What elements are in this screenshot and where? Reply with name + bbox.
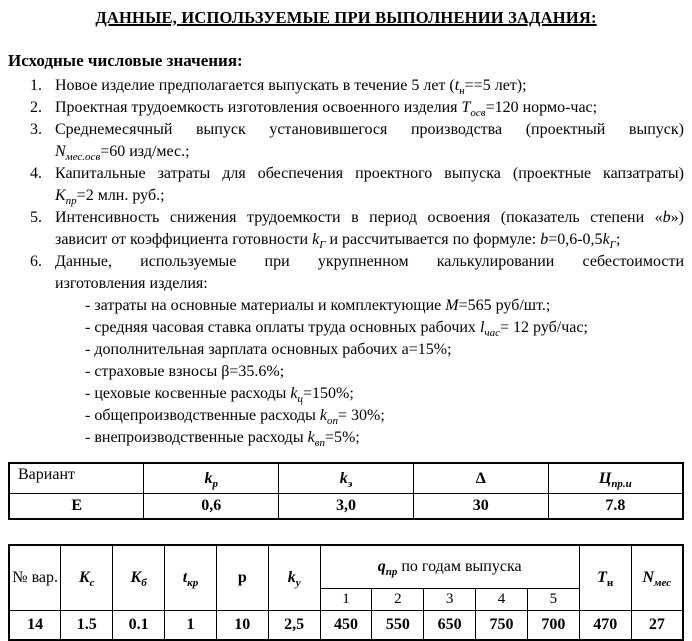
list-item-line [55,251,684,273]
text-segment: K [55,187,66,204]
text-segment: N [55,143,66,160]
parameters-table-data-row [9,611,683,641]
text-segment: N [642,569,655,586]
list-item-line [55,273,684,295]
list-item-line [55,75,684,97]
text-segment: Новое изделие предполагается выпускать в течение 5 лет ( [55,77,455,94]
header-q-by-years [320,545,579,589]
list-item [8,207,684,251]
header-year-2: 2 [372,589,424,611]
list-item-number: 1. [30,77,42,94]
header-ks [61,545,113,611]
parameters-table [8,544,684,641]
subscript: н [459,85,465,98]
subscript: с [89,577,95,590]
text-segment: ; [615,231,621,248]
list-item-number: 4. [30,165,42,182]
list-item-number: 3. [30,121,42,138]
list-item-line [55,119,684,141]
header-ku [268,545,320,611]
subscript: ц [297,393,303,406]
variants-table-data-row [9,494,683,520]
subscript: э [347,477,353,490]
text-segment: K [78,569,90,586]
text-segment: Проектная трудоемкость изготовления освоенного изделия [55,99,462,116]
list-item-number: 2. [30,99,42,116]
header-year-3: 3 [424,589,476,611]
text-segment: k [319,407,328,424]
cell-q3: 650 [424,611,476,641]
page-title-text: ДАННЫЕ, ИСПОЛЬЗУЕМЫЕ ПРИ ВЫПОЛНЕНИИ ЗАДАНИЯ: [95,8,597,27]
text-segment: b [662,209,671,226]
header-year-1: 1 [320,589,372,611]
cell-q1: 450 [320,611,372,641]
cell-tn: 470 [579,611,631,641]
parameters-table-header-row [9,545,683,589]
subscript: кр [187,577,199,590]
text-segment: - цеховые косвенные расходы [85,385,291,402]
text-segment: =0,6-0,5 [548,231,603,248]
text-segment: =150%; [303,385,354,402]
text-segment: - затраты на основные материалы и комплектующие [85,297,446,314]
dash-item [85,427,684,449]
text-segment: ==5 лет); [464,77,527,94]
text-segment: T [461,99,471,116]
list-item-line [55,207,684,229]
text-segment: k [204,469,213,487]
header-variant: Вариант [9,463,144,494]
text-segment: зависит от коэффициента готовности [55,231,313,248]
text-segment: по годам выпуска [397,558,522,575]
cell-tkr: 1 [165,611,217,641]
text-segment: Δ [475,469,486,487]
dash-item [85,383,684,405]
list-item [8,163,684,207]
list-item-text [55,119,684,163]
text-segment: - дополнительная зарплата основных рабочих а=15%; [85,341,452,358]
cell-variant: Е [9,494,144,520]
text-segment: = 12 руб/час; [500,319,588,336]
text-segment: =5%; [324,429,360,446]
list-item [8,97,684,119]
cell-ke: 3,0 [279,494,414,520]
subscript: б [141,577,147,590]
header-p [216,545,268,611]
subscript: час [484,327,501,340]
text-segment: =60 изд/мес.; [100,143,190,160]
dash-item [85,361,684,383]
text-segment: k [290,385,298,402]
text-segment: - страховые взносы β=35.6%; [85,363,285,380]
list-item-line [55,229,684,251]
text-segment: =2 млн. руб.; [76,187,165,204]
header-tkr [165,545,217,611]
text-segment: ») [670,209,684,226]
text-segment: b [540,231,549,248]
list-item-line [55,141,684,163]
subscript: мес.осв [65,151,101,164]
subscript: пр [65,195,77,208]
subscript: пр [385,566,398,579]
list-item-text [55,251,684,295]
text-segment: l [479,319,485,336]
subscript: мес [654,577,672,590]
list-item [8,251,684,295]
text-segment: k [602,231,610,248]
list-item-text [55,97,684,119]
header-c-pri [548,463,683,494]
header-delta [413,463,548,494]
text-segment: k [339,469,348,487]
text-segment: - средняя часовая ставка оплаты труда основных рабочих [85,319,480,336]
list-item [8,75,684,97]
text-segment: Капитальные затраты для обеспечения проектного выпуска (проектные капзатраты) [55,165,684,182]
cell-nmes: 27 [631,611,683,641]
list-item-number: 5. [30,209,42,226]
header-kb [113,545,165,611]
subscript: р [212,477,218,490]
cell-kb: 0.1 [113,611,165,641]
list-item-text [55,207,684,251]
list-item-number: 6. [30,253,42,270]
list-item-line [55,185,684,207]
cell-kr: 0,6 [144,494,279,520]
text-segment: k [287,569,296,586]
dash-item [85,339,684,361]
cell-p: 10 [216,611,268,641]
page-title [8,7,684,29]
text-segment: Среднемесячный выпуск установившегося производства (проектный выпуск) [55,121,684,138]
header-kr [144,463,279,494]
text-segment: t [182,569,188,586]
list-item-text [55,163,684,207]
text-segment: и рассчитывается по формуле: [325,231,541,248]
subscript: оп [327,415,339,428]
header-nmes [631,545,683,611]
text-segment: k [312,231,320,248]
cell-ku: 2,5 [268,611,320,641]
cell-ks: 1.5 [61,611,113,641]
cell-delta: 30 [413,494,548,520]
header-year-4: 4 [476,589,528,611]
text-segment: - общепроизводственные расходы [85,407,320,424]
subscript: Г [609,239,616,252]
subscript: пр.и [611,477,632,490]
list-item [8,119,684,163]
text-segment: =120 нормо-час; [485,99,598,116]
text-segment: Ц [598,469,612,487]
header-var-no: № вар. [9,545,61,611]
subscript: Г [319,239,326,252]
text-segment: - внепроизводственные расходы [85,429,308,446]
variants-table-header-row [9,463,683,494]
text-segment: t [454,77,460,94]
text-segment: k [307,429,315,446]
text-segment: p [237,569,247,586]
subscript: н [606,577,614,590]
cell-var-no: 14 [9,611,61,641]
text-segment: K [130,569,142,586]
subscript: вп [314,437,325,450]
text-segment: q [377,558,386,575]
subscript: у [295,577,301,590]
list-item-line [55,163,684,185]
variants-table [8,462,684,520]
section-heading: Исходные числовые значения: [8,51,243,70]
text-segment: M [445,297,459,314]
cell-q5: 700 [527,611,579,641]
text-segment: Данные, используемые при укрупненном калькулировании себестоимости [55,253,684,270]
text-segment: Интенсивность снижения трудоемкости в период освоения (показатель степени « [55,209,663,226]
cell-q4: 750 [476,611,528,641]
subscript: осв [470,107,486,120]
dash-item [85,317,684,339]
numbered-list [8,75,684,449]
header-year-5: 5 [527,589,579,611]
cell-q2: 550 [372,611,424,641]
list-item-line [55,97,684,119]
dash-item [85,295,684,317]
text-segment: T [597,569,607,586]
header-tn [579,545,631,611]
list-item-text [55,75,684,97]
cell-c-pri: 7.8 [548,494,683,520]
text-segment: изготовления изделия: [55,275,208,292]
header-ke [279,463,414,494]
dash-item [85,405,684,427]
text-segment: = 30%; [338,407,385,424]
text-segment: =565 руб/шт.; [458,297,551,314]
